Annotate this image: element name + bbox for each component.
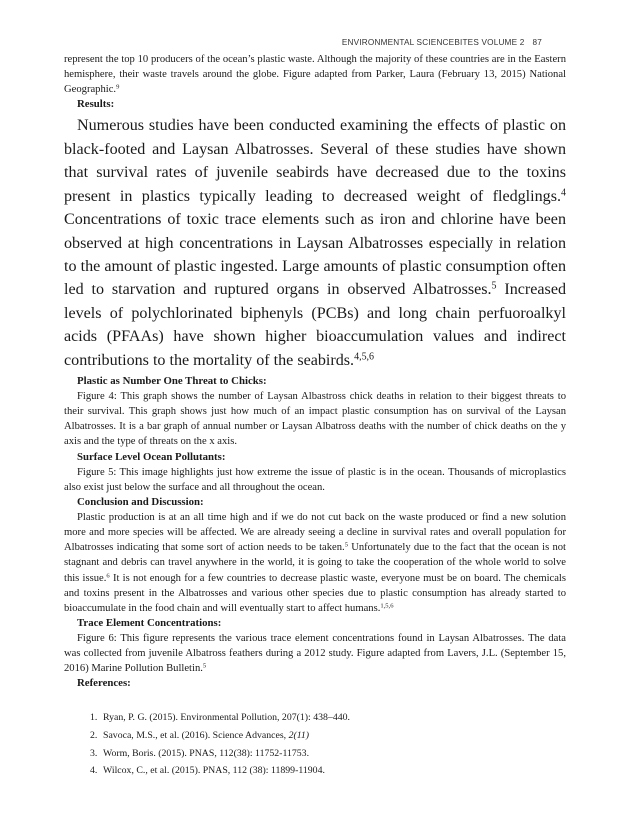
conclusion-text-3: It is not enough for a few countries to decrease plastic waste, everyone must be on board. The chemicals and toxins present in the Albatrosses and various other species due to plastic consumption has already started to bioaccumulate in the food chain and will eventually start to affect humans. <box>64 572 567 614</box>
reference-text: Savoca, M.S., et al. (2016). Science Advances, <box>103 730 289 742</box>
results-paragraph <box>64 114 566 371</box>
reference-volume: 2(11) <box>288 730 310 742</box>
citation: 4,5,6 <box>354 351 375 363</box>
results-heading: Results: <box>77 98 115 111</box>
caption-text: represent the top 10 producers of the ocean’s plastic waste. Although the majority of these countries are in the Eastern hemisphere, their waste travels around the globe. Figure adapted from Parker, Laura (February 13, 2015) National Geographic. <box>64 54 566 96</box>
citation: 6 <box>106 571 110 579</box>
conclusion-heading: Conclusion and Discussion: <box>77 495 204 508</box>
reference-text: Ryan, P. G. (2015). Environmental Pollution, 207(1): 438–440. <box>103 712 350 724</box>
conclusion-paragraph <box>64 510 566 616</box>
reference-number: 4. <box>90 765 98 777</box>
citation: 4 <box>561 187 566 199</box>
running-header <box>342 38 542 47</box>
figure-6-caption <box>64 631 566 676</box>
figure-4-heading: Plastic as Number One Threat to Chicks: <box>77 374 267 387</box>
figure-5-caption: Figure 5: This image highlights just how extreme the issue of plastic is in the ocean. Thousands of microplastics also exist just below the surface and all throughout the ocean. <box>64 466 566 493</box>
reference-number: 2. <box>90 730 98 742</box>
page-number: 87 <box>532 38 542 47</box>
citation: 5 <box>491 280 497 292</box>
citation: 5 <box>202 662 207 670</box>
reference-list <box>90 709 566 779</box>
reference-item <box>90 727 566 745</box>
citation: 5 <box>344 541 348 549</box>
caption-text: Figure 6: This figure represents the various trace element concentrations found in Laysan Albatrosses. The data was collected from juvenile Albatross feathers during a 2012 study. Figure adapted from Lavers, J.L. (September 15, 2016) Marine Pollution Bulletin. <box>64 632 566 675</box>
results-text-3: Increased levels of polychlorinated biphenyls (PCBs) and long chain perfuoroalkyl acids (PFAAs) have shown higher bioaccumulation values and indirect contributions to the mortality of the seabirds. <box>64 281 567 369</box>
reference-text: Wilcox, C., et al. (2015). PNAS, 112 (38): 11899-11904. <box>103 765 325 777</box>
reference-number: 1. <box>90 712 98 724</box>
conclusion-text-1: Plastic production is at an all time high and if we do not cut back on the waste produced or find a new solution more and more species will be affected. We are already seeing a decline in survival rates and overall population for Albatrosses indicating that some sort of action needs to be taken. <box>64 512 566 554</box>
citation: 1,5,6 <box>380 602 394 610</box>
figure-4-caption: Figure 4: This graph shows the number of Laysan Albastross chick deaths in relation to their biggest threats to their survival. This graph shows just how much of an impact plastic consumption has on survival of the Laysan Albatrosses. It is a bar graph of annual number or Laysan Albatross deaths with the number of chick deaths on the y axis and the type of threats on the x axis. <box>64 391 566 448</box>
figure-3-caption-continued <box>64 52 566 97</box>
results-text-1: Numerous studies have been conducted examining the effects of plastic on black-footed and Laysan Albatrosses. Several of these studies have shown that survival rates of juvenile seabirds have decreased due to the toxins present in plastics typically leading to decreased weight of fledglings. <box>64 117 566 205</box>
conclusion-text-2: Unfortunately due to the fact that the ocean is not stagnant and debris can travel anywhere in the world, it is going to take the cooperation of the whole world to solve this issue. <box>64 542 566 584</box>
reference-text: Worm, Boris. (2015). PNAS, 112(38): 11752-11753. <box>103 747 310 759</box>
citation: 9 <box>116 83 120 91</box>
reference-item <box>90 745 566 763</box>
figure-5-heading: Surface Level Ocean Pollutants: <box>77 450 226 463</box>
references-heading: References: <box>77 677 131 690</box>
reference-item <box>90 762 566 780</box>
article-body <box>64 52 566 780</box>
journal-title: ENVIRONMENTAL SCIENCEBITES VOLUME 2 <box>341 38 525 47</box>
figure-6-heading: Trace Element Concentrations: <box>77 616 222 629</box>
results-text-2: Concentrations of toxic trace elements such as iron and chlorine have been observed at high concentrations in Laysan Albatrosses especially in relation to the amount of plastic ingested. Large amounts of plastic consumption often led to starvation and ruptured organs in observed Albatrosses. <box>64 211 566 299</box>
reference-number: 3. <box>90 747 98 759</box>
reference-item <box>90 709 566 727</box>
